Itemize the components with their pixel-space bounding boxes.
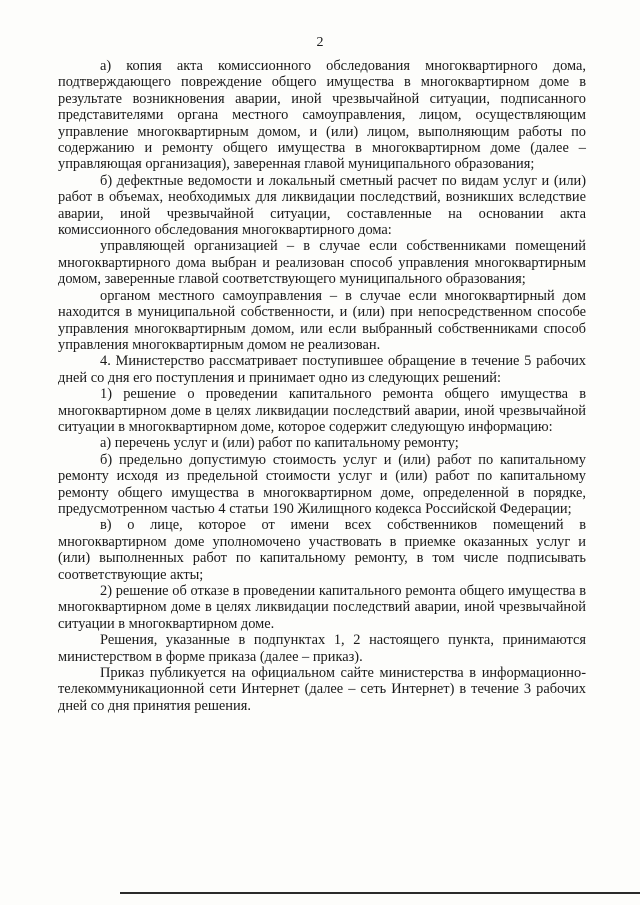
paragraph-decisions-order: Решения, указанные в подпунктах 1, 2 настоящего пункта, принимаются министерством в форме приказа (далее – приказ). bbox=[58, 632, 586, 665]
paragraph-local-government: органом местного самоуправления – в случае если многоквартирный дом находится в муниципальной собственности, и (или) при непосредственном способе управления многоквартирным домом, или если выбранный собственниками способ управления многоквартирным домом не реализован. bbox=[58, 287, 586, 353]
scan-edge-line bbox=[120, 892, 640, 894]
paragraph-item-b-defect-statements: б) дефектные ведомости и локальный сметный расчет по видам услуг и (или) работ в объемах, необходимых для ликвидации последствий, возникших вследствие аварии, иной чрезвычайной ситуации, составленные на основании акта комиссионного обследования многоквартирного дома: bbox=[58, 172, 586, 239]
paragraph-managing-organization: управляющей организацией – в случае если собственниками помещений многоквартирного дома выбран и реализован способ управления многоквартирным домом, заверенные главой соответствующего муниципального образования; bbox=[58, 238, 586, 288]
paragraph-item-a-inspection-act: а) копия акта комиссионного обследования многоквартирного дома, подтверждающего повреждение общего имущества в многоквартирном доме в результате возникновения аварии, иной чрезвычайной ситуации, подписанного представителями органа местного самоуправления, лицом, осуществляющим управление многоквартирным домом, и (или) лицом, выполняющим работы по содержанию и ремонту общего имущества в многоквартирном доме (далее – управляющая организация), заверенная главой муниципального образования; bbox=[58, 58, 586, 173]
paragraph-decision-1: 1) решение о проведении капитального ремонта общего имущества в многоквартирном доме в целях ликвидации последствий аварии, иной чрезвычайной ситуации в многоквартирном доме, которое содержит следующую информацию: bbox=[58, 386, 586, 435]
document-body bbox=[58, 58, 586, 714]
paragraph-decision-1-b: б) предельно допустимую стоимость услуг и (или) работ по капитальному ремонту исходя из предельной стоимости услуг и (или) работ по капитальному ремонту общего имущества в многоквартирном доме, определенной в порядке, предусмотренном частью 4 статьи 190 Жилищного кодекса Российской Федерации; bbox=[58, 451, 586, 517]
paragraph-decision-1-a: а) перечень услуг и (или) работ по капитальному ремонту; bbox=[100, 435, 459, 452]
page-number: 2 bbox=[316, 35, 324, 50]
paragraph-decision-1-c: в) о лице, которое от имени всех собственников помещений в многоквартирном доме уполномочено участвовать в приемке оказанных услуг и (или) выполненных работ по капитальному ремонту, в том числе подписывать соответствующие акты; bbox=[58, 517, 586, 583]
paragraph-decision-2: 2) решение об отказе в проведении капитального ремонта общего имущества в многоквартирном доме в целях ликвидации последствий аварии, иной чрезвычайной ситуации в многоквартирном доме. bbox=[58, 583, 586, 632]
paragraph-section-4: 4. Министерство рассматривает поступившее обращение в течение 5 рабочих дней со дня его поступления и принимает одно из следующих решений: bbox=[58, 353, 586, 386]
paragraph-order-publication: Приказ публикуется на официальном сайте министерства в информационно-телекоммуникационной сети Интернет (далее – сеть Интернет) в течение 3 рабочих дней со дня принятия решения. bbox=[58, 665, 586, 714]
